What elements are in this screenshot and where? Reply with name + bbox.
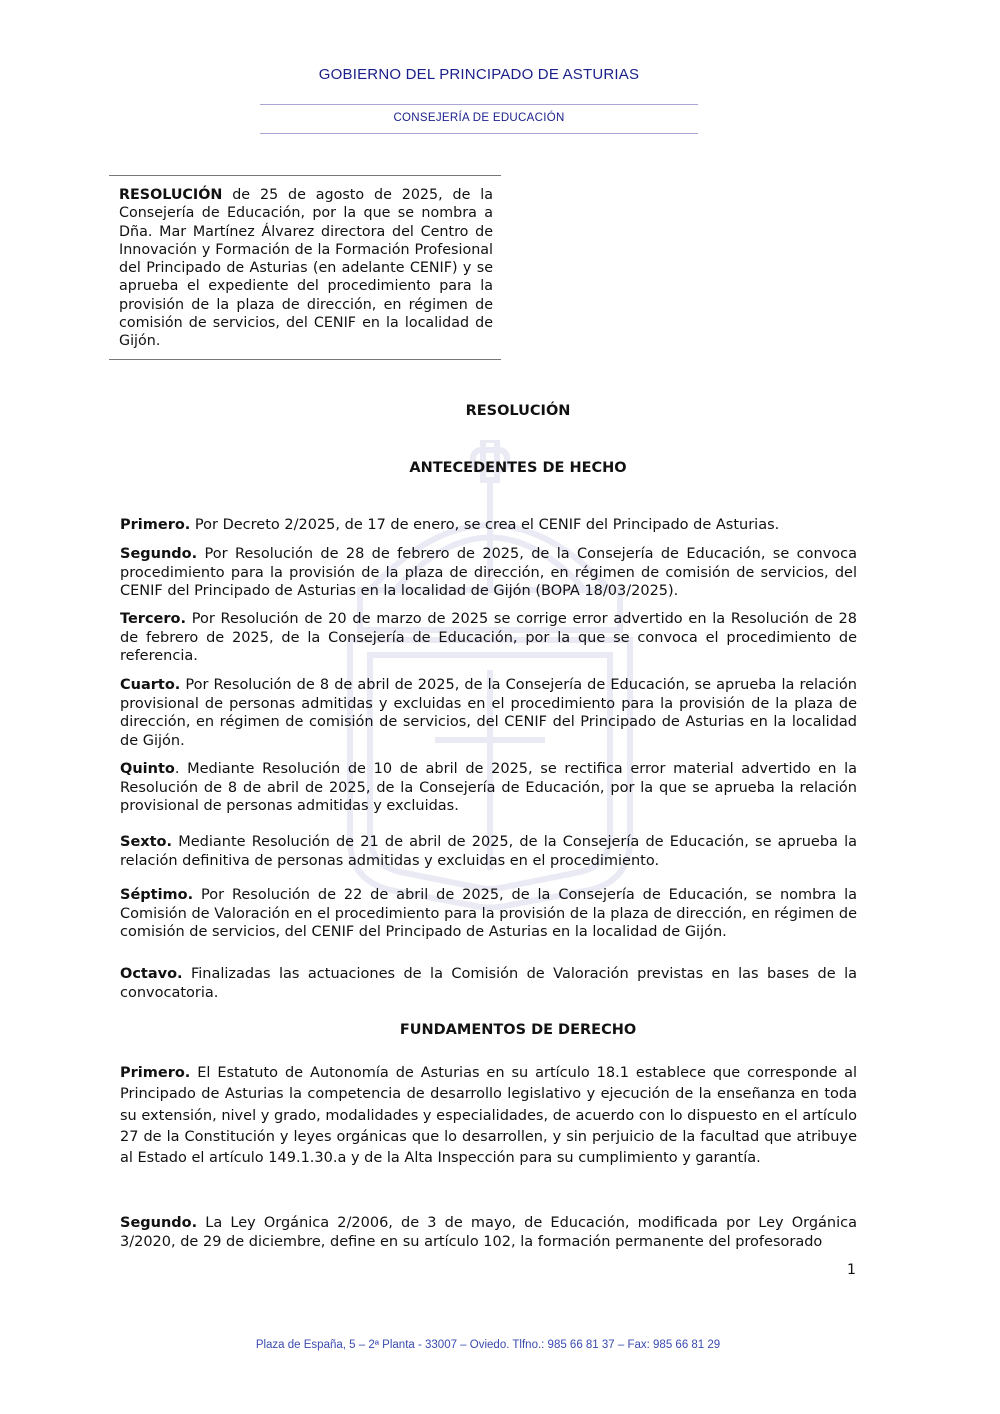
- paragraph-label: Octavo.: [120, 966, 183, 982]
- antecedente-quinto: [120, 760, 857, 816]
- paragraph-label: Tercero.: [120, 611, 187, 627]
- fundamento-primero: [120, 1063, 857, 1169]
- header-government: GOBIERNO DEL PRINCIPADO DE ASTURIAS: [318, 66, 640, 83]
- paragraph-label: Séptimo.: [120, 887, 194, 903]
- heading-fundamentos: FUNDAMENTOS DE DERECHO: [399, 1022, 637, 1038]
- paragraph-text: . Mediante Resolución de 10 de abril de 2025, se rectifica error material advertido en la Resolución de 8 de abril de 2025, de la Consejería de Educación, por la que se aprueba la relación provisional de personas admitidas y excluidas.: [120, 761, 857, 814]
- antecedente-primero: [120, 516, 857, 535]
- paragraph-label: Primero.: [120, 517, 191, 533]
- paragraph-text: Mediante Resolución de 21 de abril de 2025, de la Consejería de Educación, se aprueba la relación definitiva de personas admitidas y excluidas en el procedimiento.: [120, 834, 857, 869]
- paragraph-label: Segundo.: [120, 546, 198, 562]
- antecedente-tercero: [120, 610, 857, 666]
- heading-resolucion: RESOLUCIÓN: [465, 403, 571, 419]
- resolution-summary: [119, 186, 493, 351]
- paragraph-text: Por Resolución de 22 de abril de 2025, de la Consejería de Educación, se nombra la Comisión de Valoración en el procedimiento para la provisión de la plaza de dirección, en régimen de comisión de servicios, del CENIF del Principado de Asturias en la localidad de Gijón.: [120, 887, 857, 940]
- paragraph-text: Por Resolución de 28 de febrero de 2025, de la Consejería de Educación, se convoca procedimiento para la provisión de la plaza de dirección, en régimen de comisión de servicios, del CENIF del Principado de Asturias en la localidad de Gijón (BOPA 18/03/2025).: [120, 546, 857, 599]
- paragraph-text: El Estatuto de Autonomía de Asturias en su artículo 18.1 establece que corresponde al Principado de Asturias la competencia de desarrollo legislativo y ejecución de la enseñanza en toda su extensión, nivel y grado, modalidades y especialidades, de acuerdo con lo dispuesto en el artículo 27 de la Constitución y leyes orgánicas que lo desarrollen, y sin perjuicio de la facultad que atribuye al Estado el artículo 149.1.30.a y de la Alta Inspección para su cumplimiento y garantía.: [120, 1065, 857, 1167]
- header-department: CONSEJERÍA DE EDUCACIÓN: [393, 112, 565, 124]
- paragraph-text: Por Resolución de 8 de abril de 2025, de la Consejería de Educación, se aprueba la relación provisional de personas admitidas y excluidas en el procedimiento para la provisión de la plaza de dirección, en régimen de comisión de servicios, del CENIF del Principado de Asturias en la localidad de Gijón.: [120, 677, 857, 749]
- summary-text: de 25 de agosto de 2025, de la Consejería de Educación, por la que se nombra a Dña. Mar Martínez Álvarez directora del Centro de Innovación y Formación de la Formación Profesional del Principado de Asturias (en adelante CENIF) y se aprueba el expediente del procedimiento para la provisión de la plaza de dirección, en régimen de comisión de servicios, del CENIF en la localidad de Gijón.: [119, 187, 493, 350]
- antecedente-octavo: [120, 965, 857, 1002]
- header-divider-top: [260, 104, 698, 105]
- paragraph-label: Primero.: [120, 1065, 191, 1081]
- page-number: 1: [847, 1262, 856, 1278]
- paragraph-label: Sexto.: [120, 834, 173, 850]
- paragraph-text: Por Resolución de 20 de marzo de 2025 se corrige error advertido en la Resolución de 28 de febrero de 2025, de la Consejería de Educación, por la que se convoca el procedimiento de referencia.: [120, 611, 857, 664]
- heading-antecedentes: ANTECEDENTES DE HECHO: [409, 460, 627, 476]
- paragraph-label: Quinto: [120, 761, 175, 777]
- antecedente-sexto: [120, 833, 857, 870]
- paragraph-text: Por Decreto 2/2025, de 17 de enero, se crea el CENIF del Principado de Asturias.: [190, 517, 780, 533]
- resolution-summary-box: [109, 175, 501, 360]
- fundamento-segundo: [120, 1214, 857, 1251]
- paragraph-text: La Ley Orgánica 2/2006, de 3 de mayo, de Educación, modificada por Ley Orgánica 3/2020, de 29 de diciembre, define en su artículo 102, la formación permanente del profesorado: [120, 1215, 857, 1250]
- paragraph-label: Segundo.: [120, 1215, 198, 1231]
- antecedente-cuarto: [120, 676, 857, 750]
- antecedente-segundo: [120, 545, 857, 601]
- header-divider-bottom: [260, 133, 698, 134]
- paragraph-label: Cuarto.: [120, 677, 181, 693]
- paragraph-text: Finalizadas las actuaciones de la Comisión de Valoración previstas en las bases de la convocatoria.: [120, 966, 857, 1001]
- footer-address: Plaza de España, 5 – 2ª Planta - 33007 – Oviedo. Tlfno.: 985 66 81 37 – Fax: 985 66 81 29: [255, 1339, 721, 1351]
- antecedente-septimo: [120, 886, 857, 942]
- summary-lead: RESOLUCIÓN: [119, 187, 223, 203]
